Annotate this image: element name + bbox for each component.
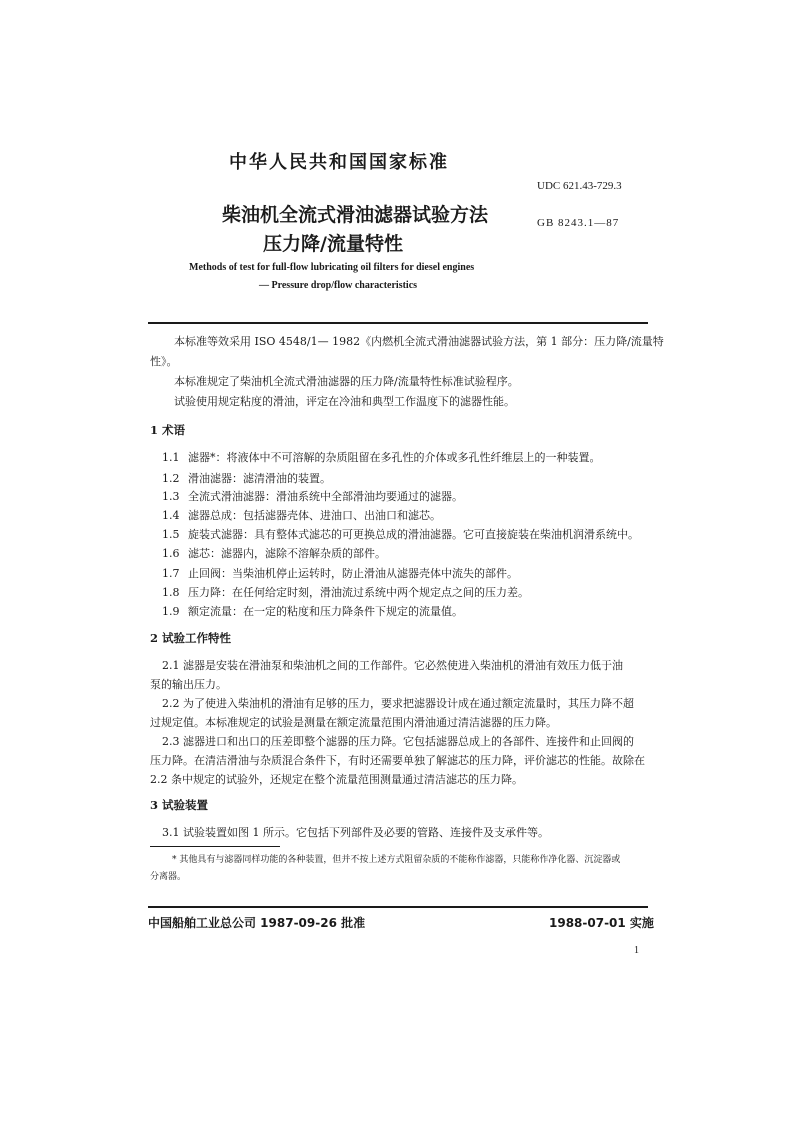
term-text: 压力降：在任何给定时刻，滑油流过系统中两个规定点之间的压力差。: [188, 586, 529, 599]
term-text: 滑油滤器：滤清滑油的装置。: [188, 472, 331, 485]
section-3-heading: 3 试验装置: [150, 798, 209, 812]
term-text: 额定流量：在一定的粘度和压力降条件下规定的流量值。: [188, 605, 463, 618]
section-1-heading: 1 术语: [150, 423, 186, 437]
approval-issuer: 中国船舶工业总公司 1987-09-26 批准: [148, 916, 366, 930]
term-number: 1.4: [162, 509, 180, 522]
term-number: 1.8: [162, 586, 180, 599]
intro-paragraph-1-line1: 本标准等效采用 ISO 4548/1— 1982《内燃机全流式滑油滤器试验方法，第 1 部分：压力降/流量特: [174, 335, 664, 348]
term-number: 1.3: [162, 490, 180, 503]
term-1-4: [162, 506, 441, 526]
term-text: 旋装式滤器：具有整体式滤芯的可更换总成的滑油滤器。它可直接旋装在柴油机润滑系统中。: [188, 528, 639, 541]
footnote-line1: * 其他具有与滤器同样功能的各种装置，但并不按上述方式阻留杂质的不能称作滤器，只能称作净化器、沉淀器或: [172, 855, 621, 865]
term-number: 1.1: [162, 451, 180, 464]
english-title-line1: Methods of test for full-flow lubricating oil filters for diesel engines: [189, 262, 475, 273]
section-2-para-2-line2: 过规定值。本标准规定的试验是测量在额定流量范围内滑油通过清洁滤器的压力降。: [150, 716, 557, 729]
term-number: 1.7: [162, 567, 180, 580]
term-1-3: [162, 487, 463, 507]
term-number: 1.5: [162, 528, 180, 541]
term-1-6: [162, 544, 386, 564]
term-1-9: [162, 602, 463, 622]
effective-date: 1988-07-01 实施: [549, 916, 654, 930]
term-number: 1.6: [162, 547, 180, 560]
term-text: 滤器*：将液体中不可溶解的杂质阻留在多孔性的介体或多孔性纤维层上的一种装置。: [188, 451, 601, 464]
page-number: 1: [634, 945, 639, 956]
term-text: 滤器总成：包括滤器壳体、进油口、出油口和滤芯。: [188, 509, 441, 522]
footnote-divider: [150, 846, 280, 847]
term-1-8: [162, 583, 529, 603]
section-2-para-3-line2: 压力降。在清洁滑油与杂质混合条件下，有时还需要单独了解滤芯的压力降，评价滤芯的性能。故除在: [150, 754, 645, 767]
section-2-para-1-line1: 2.1 滤器是安装在滑油泵和柴油机之间的工作部件。它必然使进入柴油机的滑油有效压力低于油: [162, 659, 623, 672]
document-title-line1: 柴油机全流式滑油滤器试验方法: [222, 204, 489, 226]
term-text: 止回阀：当柴油机停止运转时，防止滑油从滤器壳体中流失的部件。: [188, 567, 518, 580]
section-2-para-1-line2: 泵的输出压力。: [150, 678, 227, 691]
national-standard-heading: 中华人民共和国国家标准: [229, 152, 449, 173]
term-number: 1.2: [162, 472, 180, 485]
section-2-para-3-line3: 2.2 条中规定的试验外，还规定在整个流量范围测量通过清洁滤芯的压力降。: [150, 773, 523, 786]
document-title-line2: 压力降/流量特性: [263, 233, 403, 255]
section-2-para-3-line1: 2.3 滤器进口和出口的压差即整个滤器的压力降。它包括滤器总成上的各部件、连接件和止回阀的: [162, 735, 634, 748]
intro-paragraph-2: 本标准规定了柴油机全流式滑油滤器的压力降/流量特性标准试验程序。: [174, 375, 519, 388]
section-3-para-1: 3.1 试验装置如图 1 所示。它包括下列部件及必要的管路、连接件及支承件等。: [162, 826, 549, 839]
term-text: 滤芯：滤器内，滤除不溶解杂质的部件。: [188, 547, 386, 560]
intro-paragraph-1-line2: 性》。: [150, 355, 178, 368]
intro-paragraph-3: 试验使用规定粘度的滑油，评定在冷油和典型工作温度下的滤器性能。: [174, 395, 515, 408]
section-2-para-2-line1: 2.2 为了使进入柴油机的滑油有足够的压力，要求把滤器设计成在通过额定流量时，其压力降不超: [162, 697, 634, 710]
section-2-heading: 2 试验工作特性: [150, 631, 232, 645]
gb-number: GB 8243.1—87: [537, 217, 620, 229]
footer-divider: [148, 906, 648, 908]
term-text: 全流式滑油滤器：滑油系统中全部滑油均要通过的滤器。: [188, 490, 463, 503]
term-1-1: [162, 448, 601, 468]
term-1-7: [162, 564, 518, 584]
english-title-line2: — Pressure drop/flow characteristics: [259, 280, 418, 291]
header-divider: [148, 322, 648, 324]
udc-code: UDC 621.43-729.3: [537, 180, 622, 192]
term-1-5: [162, 525, 639, 545]
footnote-line2: 分离器。: [150, 872, 187, 882]
term-1-2: [162, 469, 331, 489]
term-number: 1.9: [162, 605, 180, 618]
